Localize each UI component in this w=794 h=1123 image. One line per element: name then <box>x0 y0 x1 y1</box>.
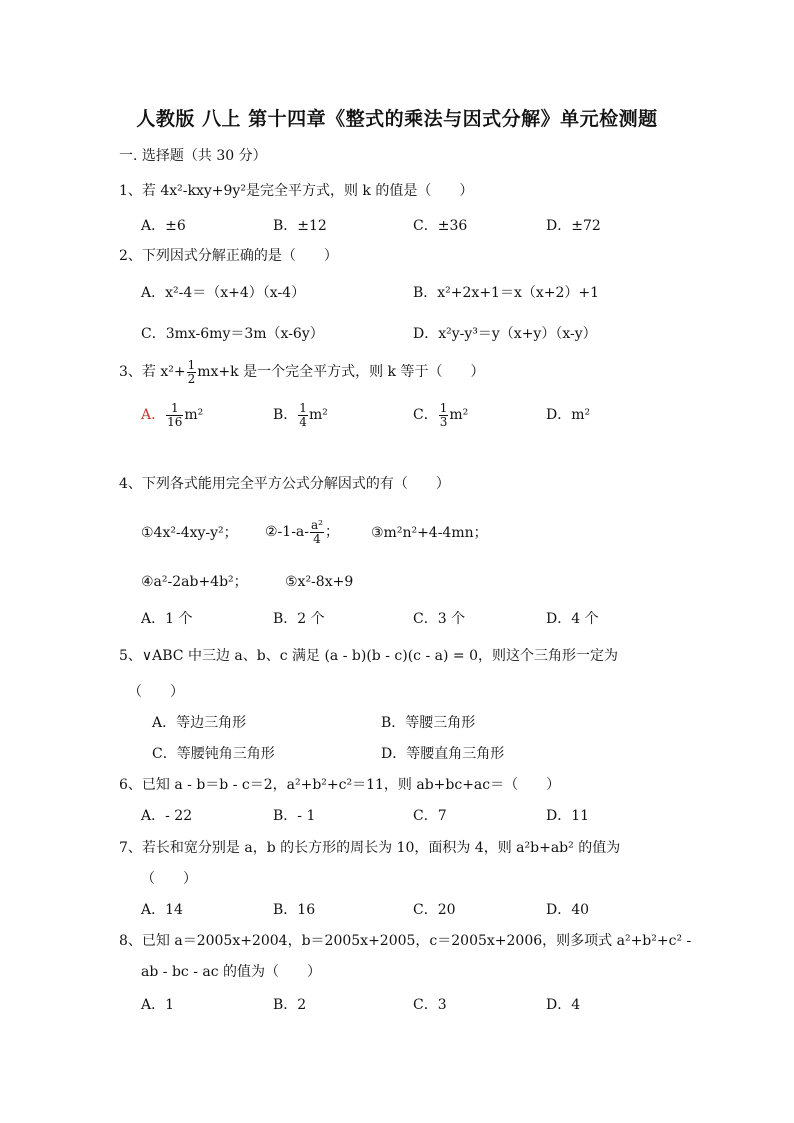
q3-option-b-tail: m² <box>308 407 328 423</box>
q3-option-b <box>273 398 328 432</box>
q3-stem-pre: 3、若 x²+ <box>119 364 186 380</box>
q3-option-c-label: C． <box>413 407 438 423</box>
q3-option-a-fraction <box>166 402 183 429</box>
q6-option-d: D．11 <box>546 808 590 824</box>
q3-option-a <box>141 398 203 432</box>
q2-option-b: B．x²+2x+1＝x（x+2）+1 <box>413 285 600 301</box>
q5-option-d: D．等腰直角三角形 <box>381 746 505 762</box>
question-2-stem: 2、下列因式分解正确的是（ ） <box>119 248 338 264</box>
q4-item-2-pre: ②-1-a- <box>265 524 309 540</box>
q2-option-a: A．x²-4＝（x+4）（x-4） <box>141 285 306 301</box>
q2-option-c: C．3mx-6my＝3m（x-6y） <box>141 326 324 342</box>
q1-option-b: B．±12 <box>273 218 327 234</box>
q7-option-a: A．14 <box>141 902 183 918</box>
q8-option-a: A．1 <box>141 997 175 1013</box>
q3-option-d-tail: m² <box>571 407 591 423</box>
question-8-stem-cont: ab - bc - ac 的值为（ ） <box>141 964 322 980</box>
frac-num: a² <box>311 517 323 532</box>
q5-option-a: A．等边三角形 <box>152 715 247 731</box>
q1-option-d: D．±72 <box>546 218 601 234</box>
section-heading: 一. 选择题（共 30 分） <box>119 148 267 164</box>
q3-frac-num: 1 <box>187 357 196 372</box>
frac-den: 4 <box>299 414 307 429</box>
frac-num: 1 <box>439 400 448 415</box>
frac-den: 3 <box>439 414 448 429</box>
q3-option-c-tail: m² <box>449 407 469 423</box>
q5-answer-paren: （ ） <box>128 684 184 700</box>
q3-option-b-label: B． <box>273 407 298 423</box>
q4-item-2-post: ； <box>324 524 339 540</box>
q3-option-b-fraction <box>298 402 308 429</box>
q5-option-c: C．等腰钝角三角形 <box>152 746 275 762</box>
page-title: 人教版 八上 第十四章《整式的乘法与因式分解》单元检测题 <box>136 108 658 130</box>
q8-option-c: C．3 <box>413 997 447 1013</box>
question-6-stem: 6、已知 a - b＝b - c＝2，a²+b²+c²＝11，则 ab+bc+ac＝（ ） <box>119 777 561 793</box>
q7-option-c: C．20 <box>413 902 456 918</box>
question-1-stem: 1、若 4x²-kxy+9y²是完全平方式，则 k 的值是（ ） <box>119 183 474 199</box>
frac-num: 1 <box>299 400 307 415</box>
q3-option-c-fraction <box>439 402 449 429</box>
frac-den: 16 <box>167 414 183 429</box>
q3-stem-post: mx+k 是一个完全平方式，则 k 等于（ ） <box>197 364 485 380</box>
q4-option-c: C．3 个 <box>413 611 466 627</box>
frac-den: 4 <box>313 531 321 546</box>
q7-option-b: B．16 <box>273 902 316 918</box>
q8-option-b: B．2 <box>273 997 307 1013</box>
q6-option-a: A．- 22 <box>141 808 193 824</box>
q3-option-a-label: A． <box>141 407 166 423</box>
q1-option-c: C．±36 <box>413 218 468 234</box>
question-5-stem: 5、∨ABC 中三边 a、b、c 满足 (a - b)(b - c)(c - a) = 0，则这个三角形一定为 <box>119 648 618 664</box>
q3-option-d-label: D． <box>546 407 572 423</box>
q2-option-d: D．x²y-y³＝y（x+y）（x-y） <box>413 326 597 342</box>
q1-option-a: A．±6 <box>141 218 186 234</box>
question-7-stem: 7、若长和宽分别是 a，b 的长方形的周长为 10，面积为 4，则 a²b+ab² 的值为 <box>119 840 621 856</box>
q4-item-2 <box>265 514 339 550</box>
q4-item-1: ①4x²-4xy-y²； <box>141 525 238 541</box>
q3-option-a-tail: m² <box>184 407 204 423</box>
q7-option-d: D．40 <box>546 902 590 918</box>
q3-frac-den: 2 <box>187 371 196 386</box>
q6-option-c: C．7 <box>413 808 447 824</box>
q4-option-a: A．1 个 <box>141 611 193 627</box>
q4-item-2-fraction <box>310 519 324 546</box>
q4-option-d: D．4 个 <box>546 611 599 627</box>
question-8-stem: 8、已知 a＝2005x+2004，b＝2005x+2005，c＝2005x+2006，则多项式 a²+b²+c² - <box>119 933 692 949</box>
q4-item-3: ③m²n²+4-4mn； <box>371 525 488 541</box>
q8-option-d: D．4 <box>546 997 581 1013</box>
q4-item-5: ⑤x²-8x+9 <box>285 574 354 590</box>
q3-option-d <box>546 398 590 432</box>
q4-item-4: ④a²-2ab+4b²； <box>141 574 248 590</box>
question-4-stem: 4、下列各式能用完全平方公式分解因式的有（ ） <box>119 476 450 492</box>
q5-option-b: B．等腰三角形 <box>381 715 476 731</box>
q6-option-b: B．- 1 <box>273 808 316 824</box>
q7-answer-paren: （ ） <box>141 871 197 887</box>
q3-option-c <box>413 398 468 432</box>
question-3-stem <box>119 357 484 387</box>
q4-option-b: B．2 个 <box>273 611 325 627</box>
q3-stem-fraction <box>187 359 197 386</box>
frac-num: 1 <box>166 402 183 416</box>
